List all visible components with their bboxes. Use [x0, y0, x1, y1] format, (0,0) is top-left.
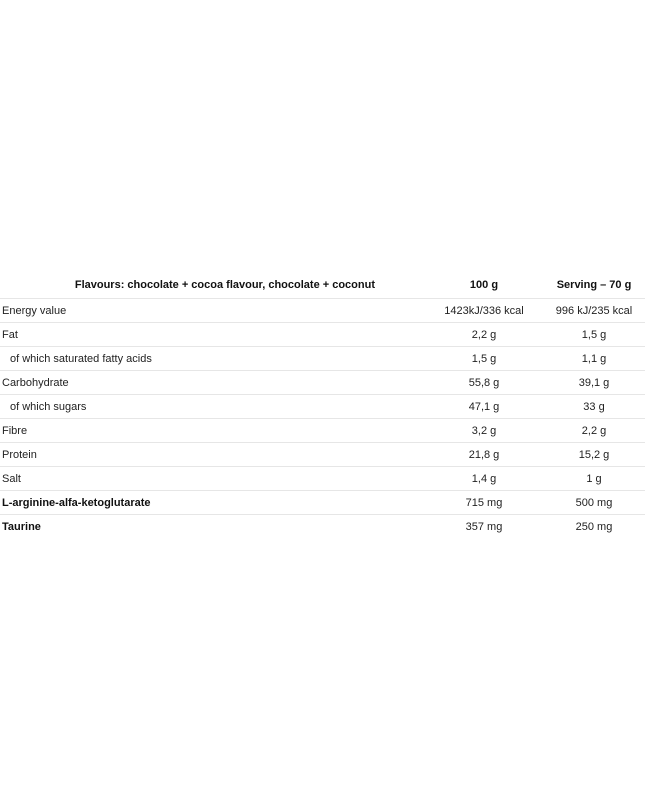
row-value-100g: 2,2 g [425, 323, 543, 347]
table-header-row [0, 272, 645, 299]
table-row-taurine [0, 515, 645, 539]
table-row-l-arginine [0, 491, 645, 515]
row-value-serving: 39,1 g [543, 371, 645, 395]
row-value-100g: 1423kJ/336 kcal [425, 299, 543, 323]
row-value-serving: 250 mg [575, 520, 613, 533]
table-row-carbohydrate [0, 371, 645, 395]
row-label: L-arginine-alfa-ketoglutarate [0, 491, 425, 515]
table-row-salt [0, 467, 645, 491]
row-value-100g: 1,5 g [425, 347, 543, 371]
row-label: Energy value [0, 299, 425, 323]
row-value-100g: 715 mg [425, 491, 543, 515]
table-row-sugars [0, 395, 645, 419]
row-value-serving: 1,5 g [543, 323, 645, 347]
table-row-protein [0, 443, 645, 467]
table-row-fat [0, 323, 645, 347]
row-label: of which sugars [0, 395, 425, 419]
row-value-100g: 55,8 g [425, 371, 543, 395]
row-value-serving: 1 g [543, 467, 645, 491]
row-value-serving: 996 kJ/235 kcal [543, 299, 645, 323]
row-value-serving: 33 g [543, 395, 645, 419]
row-value-serving: 2,2 g [543, 419, 645, 443]
row-label: Fat [0, 323, 425, 347]
row-value-100g: 1,4 g [425, 467, 543, 491]
row-label: Taurine [2, 520, 41, 533]
row-label: Fibre [0, 419, 425, 443]
row-value-100g: 3,2 g [425, 419, 543, 443]
header-100g: 100 g [425, 272, 543, 299]
row-value-serving: 1,1 g [543, 347, 645, 371]
row-label: Protein [0, 443, 425, 467]
row-label: of which saturated fatty acids [0, 347, 425, 371]
row-value-100g: 21,8 g [425, 443, 543, 467]
row-value-100g: 47,1 g [425, 395, 543, 419]
table-row-fibre [0, 419, 645, 443]
table-row-energy [0, 299, 645, 323]
table-row-saturated-fat [0, 347, 645, 371]
header-serving: Serving – 70 g [543, 272, 645, 299]
row-value-serving: 500 mg [543, 491, 645, 515]
row-value-100g: 357 mg [465, 520, 503, 533]
header-flavours: Flavours: chocolate + cocoa flavour, chocolate + coconut [0, 272, 425, 299]
row-label: Carbohydrate [0, 371, 425, 395]
nutrition-table [0, 272, 645, 538]
row-value-serving: 15,2 g [543, 443, 645, 467]
row-label: Salt [0, 467, 425, 491]
